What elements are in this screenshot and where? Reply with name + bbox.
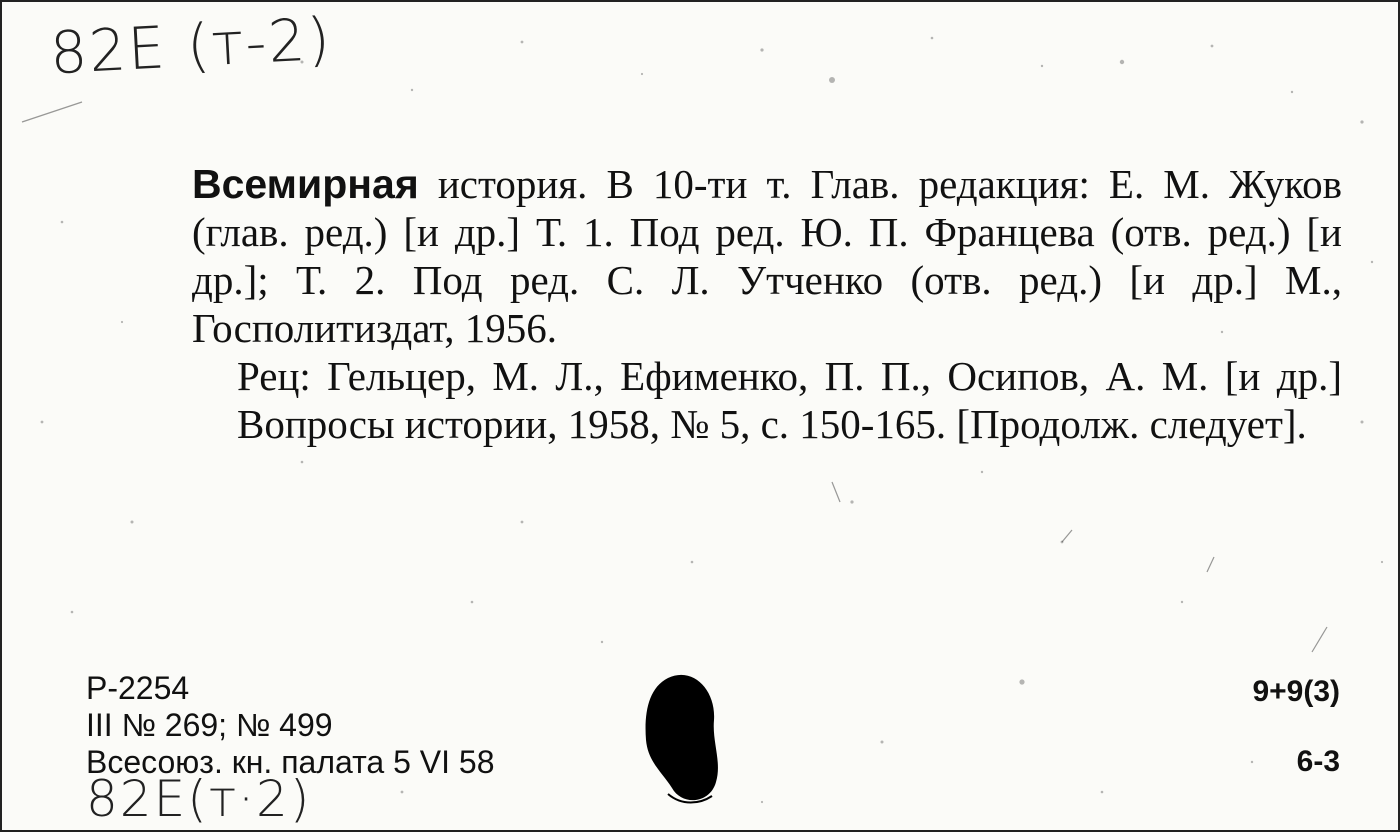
extra-code: 6-3 <box>1296 745 1340 778</box>
card-numbers: III № 269; № 499 <box>86 707 333 743</box>
classification-info <box>1252 674 1340 780</box>
classification-code: 9+9(3) <box>1252 675 1340 708</box>
book-chamber-line: Всесоюз. кн. палата 5 VI 58 <box>86 744 495 780</box>
entry-lead-word: Всемирная <box>192 161 419 207</box>
punch-hole <box>638 670 728 810</box>
entry-review-text: Рец: Гельцер, М. Л., Ефименко, П. П., Осипов, А. М. [и др.] Вопросы истории, 1958, № 5, с. 150-165. [Продолж. следует]. <box>237 353 1342 447</box>
handwritten-shelf-mark-top: 82E (т-2) <box>48 4 334 88</box>
entry-description <box>192 160 1342 352</box>
entry-description-text: история. В 10-ти т. Глав. редакция: Е. М. Жуков (глав. ред.) [и др.] Т. 1. Под ред. Ю. П. Францева (отв. ред.) [и др.]; Т. 2. Под ред. С. Л. Утченко (отв. ред.) [и др.] М., Госполитиздат, 1956. <box>192 161 1343 351</box>
handwritten-shelf-mark-bottom: 82E(т·2) <box>86 770 312 828</box>
bibliographic-entry <box>192 160 1342 448</box>
card-code: Р-2254 <box>86 670 190 706</box>
card-footer-info <box>86 670 494 781</box>
entry-review <box>192 352 1342 448</box>
